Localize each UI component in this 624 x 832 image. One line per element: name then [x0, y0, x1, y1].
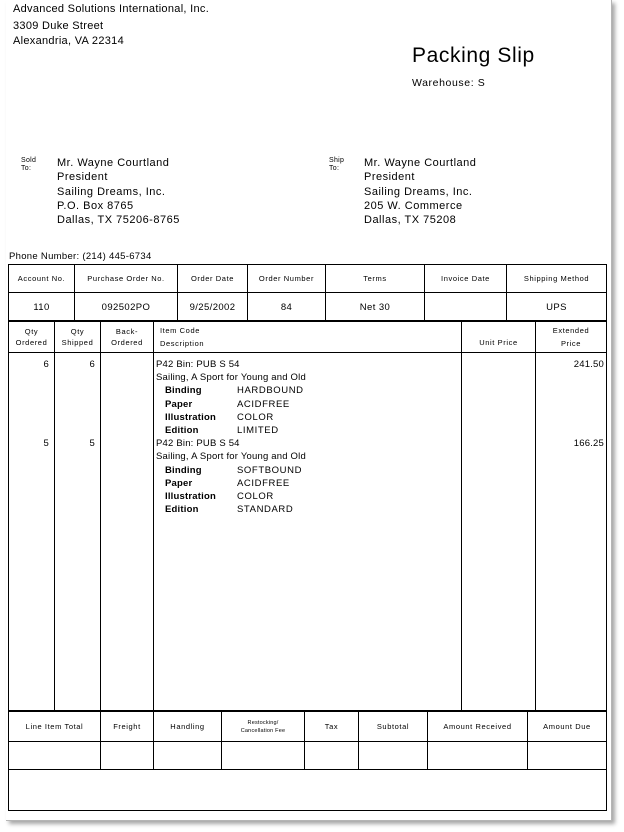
- header-order-number: Order Number: [248, 265, 326, 293]
- qty-ordered-item-1: 6: [43, 359, 49, 370]
- header-invoice-date: Invoice Date: [425, 265, 507, 293]
- extended-price-item-1: 241.50: [573, 359, 604, 370]
- totals-footer: [9, 770, 607, 811]
- order-number-value: 84: [248, 293, 326, 322]
- qty-shipped-item-2: 5: [89, 438, 95, 449]
- header-terms: Terms: [326, 265, 425, 293]
- header-amount-due: Amount Due: [528, 712, 607, 742]
- packing-slip-page: [6, 0, 612, 821]
- header-handling: Handling: [154, 712, 222, 742]
- item-attribute: Binding SOFTBOUND: [165, 464, 303, 476]
- items-table: [8, 320, 607, 711]
- order-info-table: [8, 264, 607, 322]
- page-title: Packing Slip: [412, 44, 535, 67]
- sold-to-address: Mr. Wayne Courtland President Sailing Dreams, Inc. P.O. Box 8765 Dallas, TX 75206-8765: [57, 157, 180, 227]
- company-city: Alexandria, VA 22314: [13, 35, 124, 47]
- qty-shipped-item-1: 6: [89, 359, 95, 370]
- item-attribute: Illustration COLOR: [165, 411, 274, 423]
- terms-value: Net 30: [326, 293, 425, 322]
- company-name: Advanced Solutions International, Inc.: [13, 3, 210, 15]
- item-attribute: Binding HARDBOUND: [165, 385, 304, 397]
- ship-to-address: Mr. Wayne Courtland President Sailing Dreams, Inc. 205 W. Commerce Dallas, TX 75208: [364, 157, 477, 227]
- extended-price-item-2: 166.25: [573, 438, 604, 449]
- header-extended-price: Extended Price: [536, 321, 607, 353]
- item-code: P42 Bin: PUB S 54: [156, 359, 240, 370]
- shipping-method-value: UPS: [507, 293, 607, 322]
- invoice-date-value: [425, 293, 507, 322]
- item-attribute: Edition LIMITED: [165, 425, 279, 437]
- qty-ordered-column: [9, 353, 55, 711]
- ship-to-label: Ship To:: [329, 157, 345, 172]
- amount-due-value: [528, 742, 607, 770]
- company-street: 3309 Duke Street: [13, 20, 104, 32]
- amount-received-value: [428, 742, 528, 770]
- unit-price-column: [462, 353, 536, 711]
- header-qty-ordered: Qty Ordered: [9, 321, 55, 353]
- account-no-value: 110: [9, 293, 75, 322]
- header-unit-price: Unit Price: [462, 321, 536, 353]
- qty-ordered-item-2: 5: [43, 438, 49, 449]
- item-1: [156, 358, 461, 437]
- order-date-value: 9/25/2002: [178, 293, 248, 322]
- item-attribute: Illustration COLOR: [165, 491, 274, 503]
- header-back-ordered: Back- Ordered: [101, 321, 154, 353]
- phone-number: Phone Number: (214) 445-6734: [9, 251, 152, 262]
- qty-shipped-column: [55, 353, 101, 711]
- header-subtotal: Subtotal: [359, 712, 428, 742]
- header-amount-received: Amount Received: [428, 712, 528, 742]
- subtotal-value: [359, 742, 428, 770]
- item-attribute: Paper ACIDFREE: [165, 398, 290, 410]
- item-attribute: Edition STANDARD: [165, 504, 294, 516]
- purchase-order-no-value: 092502PO: [75, 293, 178, 322]
- header-qty-shipped: Qty Shipped: [55, 321, 101, 353]
- header-restocking-fee: Restocking/ Cancellation Fee: [222, 712, 305, 742]
- warehouse-label: Warehouse: S: [412, 77, 486, 89]
- back-ordered-column: [101, 353, 154, 711]
- item-code: P42 Bin: PUB S 54: [156, 438, 240, 450]
- header-shipping-method: Shipping Method: [507, 265, 607, 293]
- sold-to-label: Sold To:: [21, 157, 37, 172]
- header-freight: Freight: [101, 712, 154, 742]
- header-account-no: Account No.: [9, 265, 75, 293]
- freight-value: [101, 742, 154, 770]
- description-column: [154, 353, 462, 711]
- header-order-date: Order Date: [178, 265, 248, 293]
- extended-price-column: [536, 353, 607, 711]
- item-description: Sailing, A Sport for Young and Old: [156, 451, 306, 463]
- item-description: Sailing, A Sport for Young and Old: [156, 372, 306, 384]
- header-item-code-description: Item Code Description: [154, 321, 462, 353]
- restocking-fee-value: [222, 742, 305, 770]
- tax-value: [305, 742, 359, 770]
- header-purchase-order-no: Purchase Order No.: [75, 265, 178, 293]
- header-line-item-total: Line Item Total: [9, 712, 101, 742]
- item-attribute: Paper ACIDFREE: [165, 477, 290, 489]
- line-item-total-value: [9, 742, 101, 770]
- header-tax: Tax: [305, 712, 359, 742]
- item-2: [156, 437, 461, 516]
- totals-table: [8, 711, 607, 811]
- handling-value: [154, 742, 222, 770]
